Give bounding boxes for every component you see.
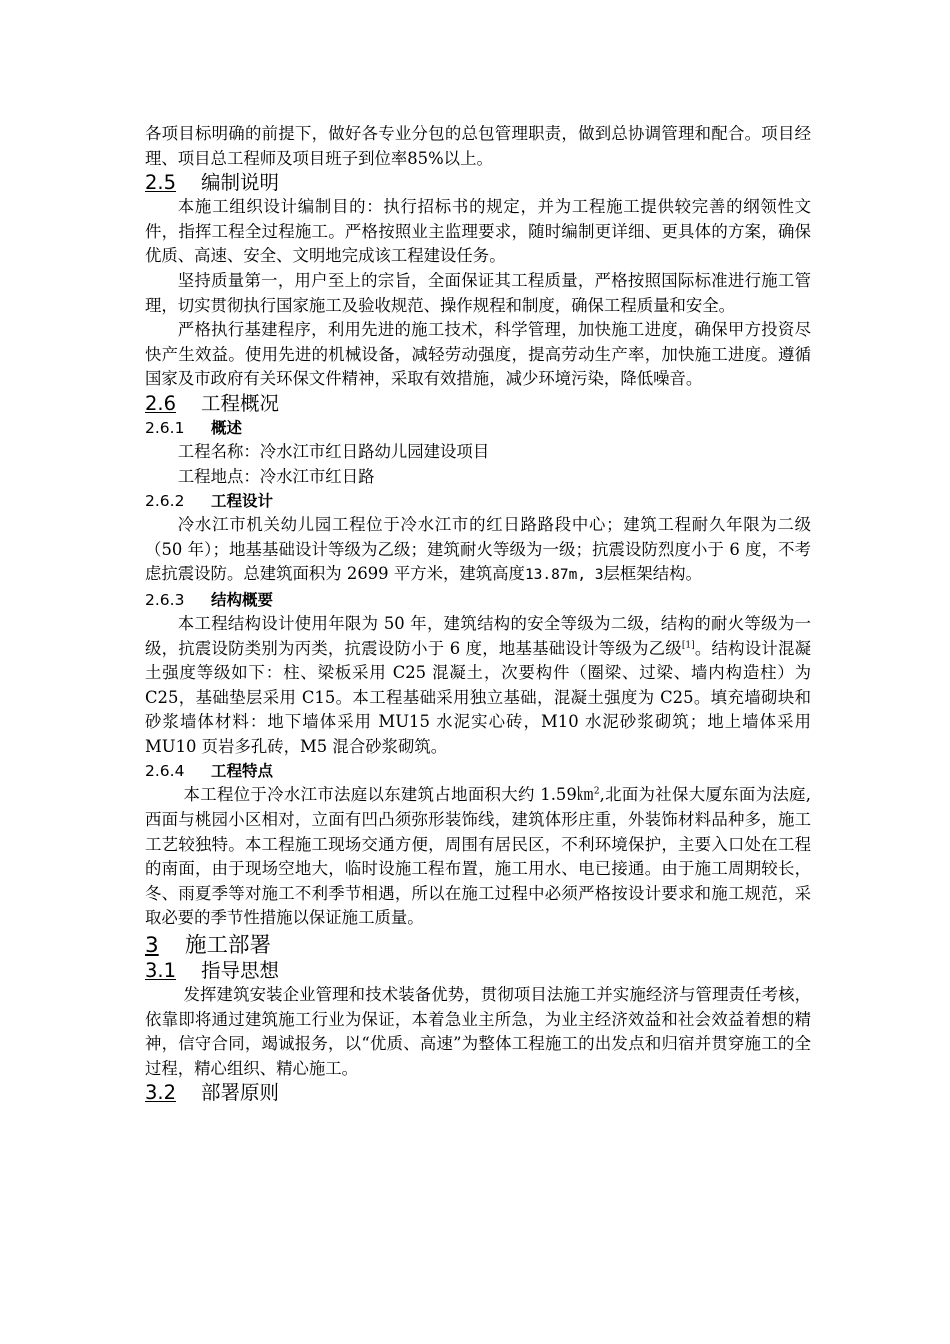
paragraph: 严格执行基建程序，利用先进的施工技术，科学管理，加快施工进度，确保甲方投资尽快产生效益。使用先进的机械设备，减轻劳动强度，提高劳动生产率，加快施工进度。遵循国家及市政府有关环保文件精神，采取有效措施，减少环境污染，降低噪音。 [145,320,811,389]
paragraph [145,783,811,931]
section-number: 2.6.1 [145,418,185,437]
text-run: 冷水江市机关幼儿园工程位于冷水江市的红日路路段中心；建筑工程耐久年限为二级（50 年）；地基基础设计等级为乙级；建筑耐火等级为一级；抗震设防烈度小于 6 度，不考虑抗震设防。总建筑面积为 2699 平方米，建筑高度 [145,515,811,584]
section-number: 2.6.4 [145,762,185,781]
section-2-6-4-heading [145,759,811,783]
section-2-6-3-heading [145,588,811,612]
section-number: 2.6.3 [145,590,185,609]
section-2-6-2-heading [145,489,811,513]
chapter-number: 3 [145,933,159,959]
section-2-6-heading [145,392,811,416]
paragraph [145,612,811,760]
paragraph: 坚持质量第一，用户至上的宗旨，全面保证其工程质量，严格按照国际标准进行施工管理，切实贯彻执行国家施工及验收规范、操作规程和制度，确保工程质量和安全。 [145,270,811,315]
paragraph: 发挥建筑安装企业管理和技术装备优势，贯彻项目法施工并实施经济与管理责任考核，依靠即将通过建筑施工行业为保证，本着急业主所急，为业主经济效益和社会效益着想的精神，信守合同，竭诚报务，以“优质、高速”为整体工程施工的出发点和归宿并贯穿施工的全过程，精心组织、精心施工。 [145,985,811,1078]
section-title: 指导思想 [201,959,280,983]
section-title: 工程特点 [211,762,274,781]
text-run: 13.87m, 3 [524,567,604,584]
section-title: 概述 [211,418,243,437]
section-title: 工程设计 [211,492,274,511]
section-2-5-heading [145,171,811,195]
section-number: 2.5 [145,171,177,195]
section-number: 2.6.2 [145,492,185,511]
section-title: 结构概要 [211,590,274,609]
chapter-3-heading [145,933,811,959]
project-location-line: 工程地点：冷水江市红日路 [177,466,375,486]
intro-paragraph: 各项目标明确的前提下，做好各专业分包的总包管理职责，做到总协调管理和配合。项目经理、项目总工程师及项目班子到位率85%以上。 [145,124,811,168]
section-title: 工程概况 [201,391,280,415]
section-number: 2.6 [145,391,177,415]
section-2-6-1-heading [145,416,811,440]
section-title: 编制说明 [201,171,280,195]
superscript: 2 [593,787,600,797]
text-run: ,北面为社保大厦东面为法庭,西面与桃园小区相对，立面有凹凸须弥形装饰线，建筑体形庄重，外装饰材料品种多，施工工艺较独特。本工程施工现场交通方便，周围有居民区，不利环境保护，主要入口处在工程的南面，由于现场空地大，临时设施工程布置，施工用水、电已接通。由于施工周期较长，冬、雨夏季等对施工不利季节相遇，所以在施工过程中必须严格按设计要求和施工规范，采取必要的季节性措施以保证施工质量。 [145,785,811,928]
text-run: 层框架结构。 [603,564,702,584]
paragraph [145,513,811,588]
citation-reference: [1] [681,640,695,651]
text-run: 。结构设计混凝土强度等级如下：柱、梁板采用 C25 混凝土，次要构件（圈梁、过梁、墙内构造柱）为C25，基础垫层采用 C15。本工程基础采用独立基础，混凝土强度为 C25。填充墙砌块和砂浆墙体材料：地下墙体采用 MU15 水泥实心砖，M10 水泥砂浆砌筑；地上墙体采用 MU10 页岩多孔砖，M5 混合砂浆砌筑。 [145,638,811,756]
text-run: 本工程结构设计使用年限为 50 年，建筑结构的安全等级为二级，结构的耐火等级为一级，抗震设防类别为丙类，抗震设防小于 6 度，地基基础设计等级为乙级 [145,613,811,658]
section-3-2-heading [145,1081,811,1105]
chapter-title: 施工部署 [185,933,272,959]
project-name-line: 工程名称：冷水江市红日路幼儿园建设项目 [177,441,490,461]
section-number: 3.2 [145,1081,177,1105]
paragraph: 本施工组织设计编制目的：执行招标书的规定，并为工程施工提供较完善的纲领性文件，指挥工程全过程施工。严格按照业主监理要求，随时编制更详细、更具体的方案，确保优质、高速、安全、文明地完成该工程建设任务。 [145,197,811,266]
document-page [145,122,811,1105]
text-run: 本工程位于冷水江市法庭以东建筑占地面积大约 1.59㎞ [183,785,594,805]
section-number: 3.1 [145,959,177,983]
section-title: 部署原则 [201,1081,280,1105]
section-3-1-heading [145,959,811,983]
